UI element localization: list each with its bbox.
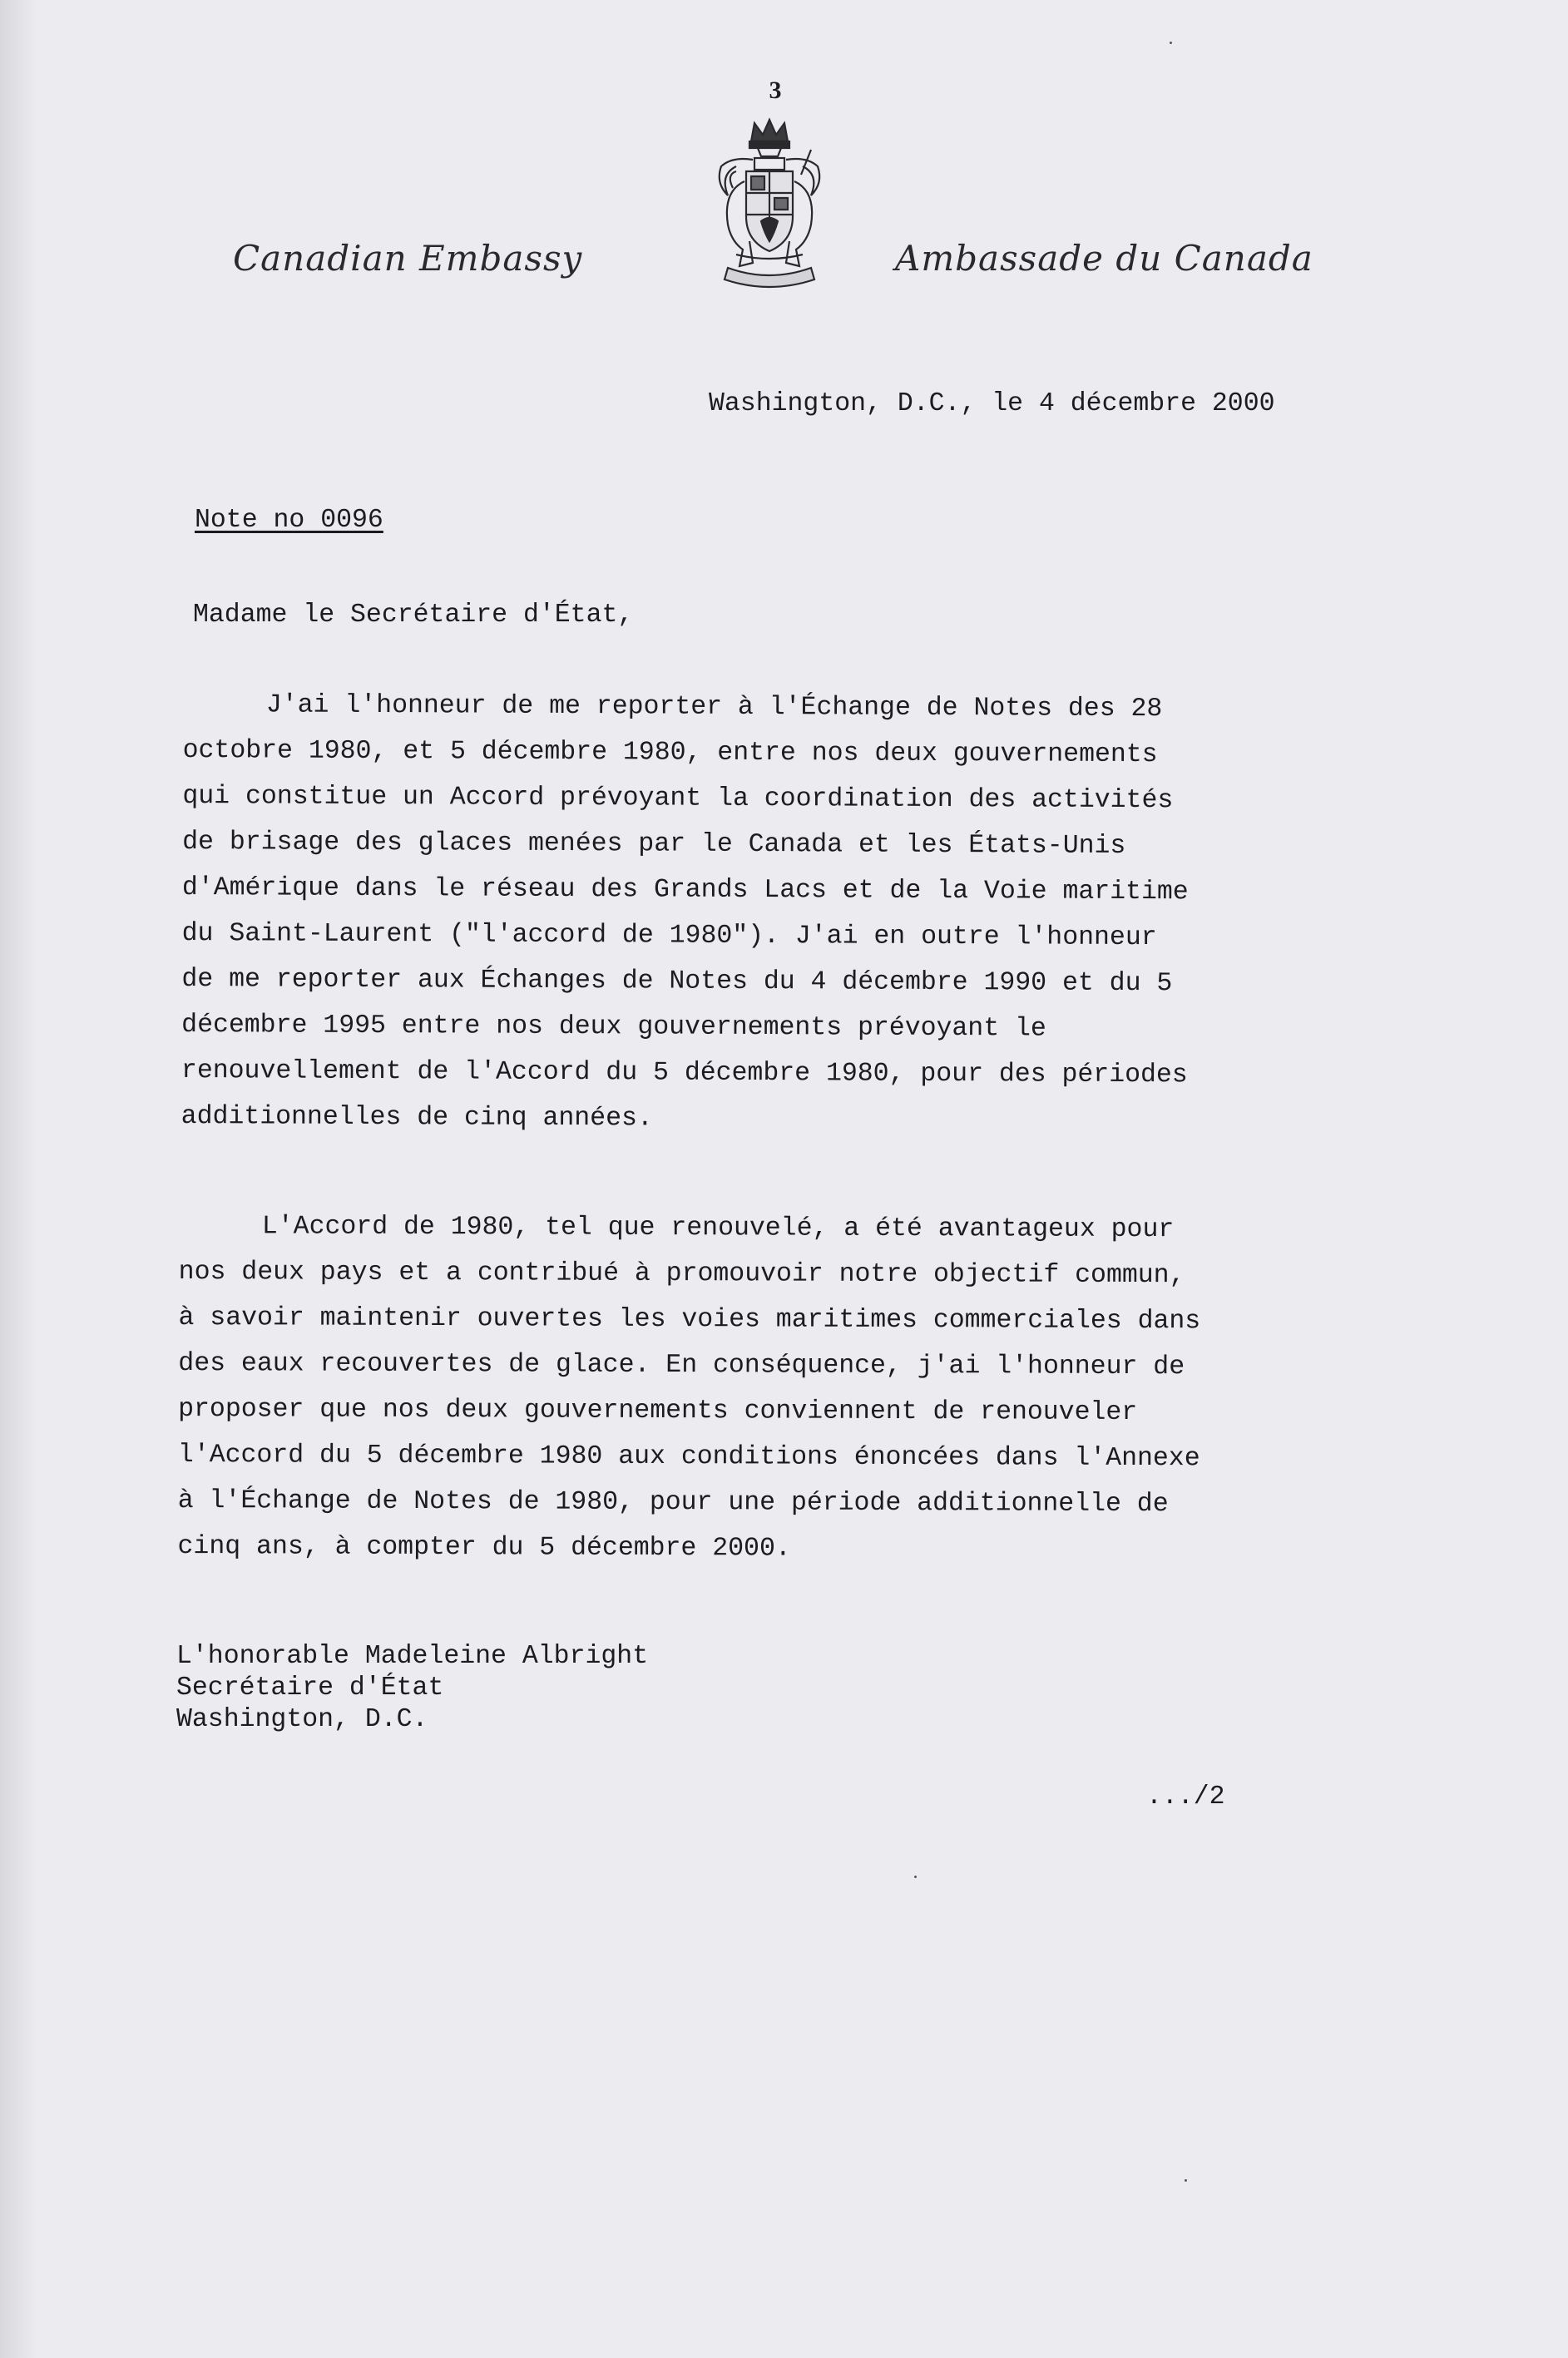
page-binding-edge — [0, 0, 37, 2358]
embassy-name-english: Canadian Embassy — [233, 238, 583, 279]
date-line: Washington, D.C., le 4 décembre 2000 — [709, 389, 1275, 418]
addressee-block: L'honorable Madeleine Albright Secrétaire d'État Washington, D.C. — [176, 1642, 649, 1734]
page-number: 3 — [769, 77, 782, 104]
note-number: Note no 0096 — [195, 506, 383, 535]
continuation-marker: .../2 — [1146, 1782, 1225, 1812]
body-paragraph-2: L'Accord de 1980, tel que renouvelé, a été avantageux pour nos deux pays et a contribué à promouvoir notre objectif commun, à savoir maintenir ouvertes les voies maritimes commerciales dans des eaux recouvertes de glace. En conséquence, j'ai l'honneur de proposer que nos deux gouvernements conviennent de renouveler l'Accord du 5 décembre 1980 aux conditions énoncées dans l'Annexe à l'Échange de Notes de 1980, pour une période additionnelle de cinq ans, à compter du 5 décembre 2000. — [177, 1212, 1201, 1564]
document-page — [37, 0, 1568, 2358]
scan-speck — [1170, 42, 1172, 44]
scan-speck — [1185, 2179, 1187, 2182]
scan-speck — [914, 1876, 917, 1878]
embassy-name-french: Ambassade du Canada — [895, 238, 1313, 279]
body-paragraph-1: J'ai l'honneur de me reporter à l'Échange de Notes des 28 octobre 1980, et 5 décembre 1980, entre nos deux gouvernements qui constitue un Accord prévoyant la coordination des activités de brisage des glaces menées par le Canada et les États-Unis d'Amérique dans le réseau des Grands Lacs et de la Voie maritime du Saint-Laurent ("l'accord de 1980"). J'ai en outre l'honneur de me reporter aux Échanges de Notes du 4 décembre 1990 et du 5 décembre 1995 entre nos deux gouvernements prévoyant le renouvellement de l'Accord du 5 décembre 1980, pour des périodes additionnelles de cinq années. — [181, 690, 1189, 1134]
canadian-coat-of-arms-icon — [703, 116, 836, 295]
salutation: Madame le Secrétaire d'État, — [193, 601, 634, 630]
